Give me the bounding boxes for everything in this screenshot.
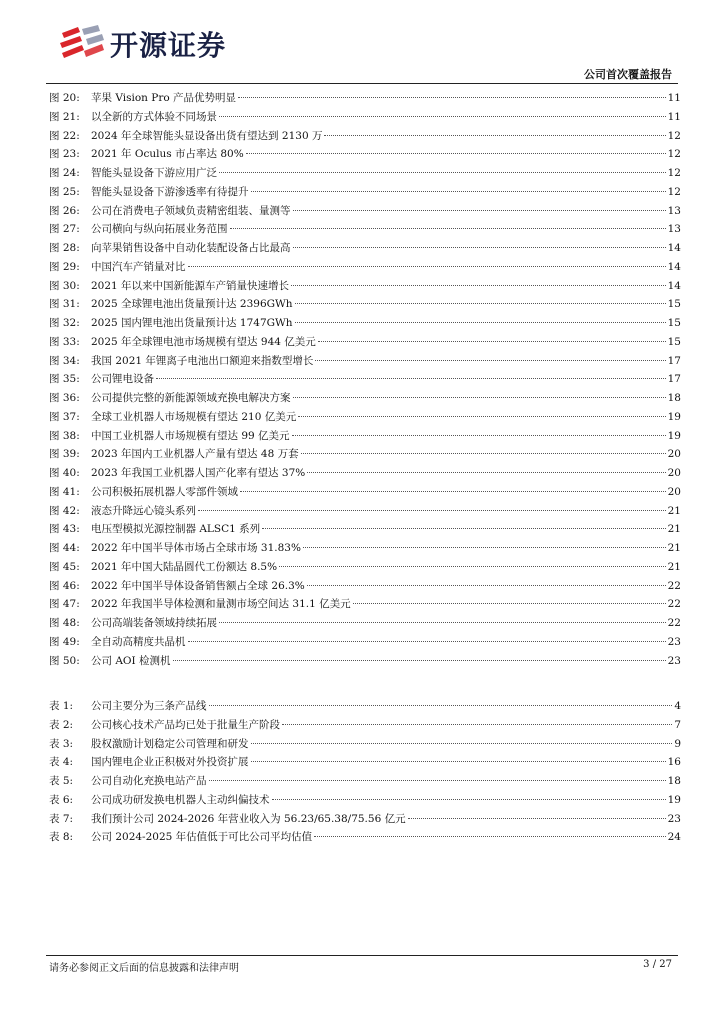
table-toc-entry[interactable] — [49, 753, 681, 772]
toc-entry-title: 苹果 Vision Pro 产品优势明显 — [91, 92, 237, 104]
toc-entry-title: 公司横向与纵向拓展业务范围 — [91, 223, 228, 236]
figure-toc-entry[interactable] — [49, 239, 681, 258]
toc-entry-title: 2025 国内锂电池出货量预计达 1747GWh — [91, 317, 293, 329]
toc-entry-page: 14 — [667, 242, 681, 254]
figure-toc-entry[interactable] — [49, 464, 681, 483]
figure-toc-entry[interactable] — [49, 370, 681, 389]
toc-entry-title: 2022 年中国半导体设备销售额占全球 26.3% — [91, 579, 305, 592]
toc-entry-page: 15 — [667, 317, 681, 329]
toc-leader-dots — [293, 247, 666, 248]
toc-entry-label: 表 3: — [49, 737, 74, 750]
toc-entry-page: 20 — [667, 485, 681, 498]
figure-list — [49, 89, 681, 670]
toc-entry-title: 中国工业机器人市场规模有望达 99 亿美元 — [91, 429, 290, 442]
toc-entry-title: 公司锂电设备 — [91, 373, 154, 386]
toc-entry-page: 22 — [667, 579, 681, 592]
toc-entry-title: 2023 年我国工业机器人国产化率有望达 37% — [91, 467, 306, 479]
toc-leader-dots — [293, 210, 666, 211]
figure-toc-entry[interactable] — [49, 614, 681, 633]
toc-entry-page: 19 — [667, 410, 681, 423]
toc-leader-dots — [262, 528, 665, 529]
toc-entry-title: 国内锂电企业正积极对外投资扩展 — [91, 756, 249, 769]
toc-entry-title: 智能头显设备下游应用广泛 — [91, 167, 217, 179]
figure-toc-entry[interactable] — [49, 220, 681, 239]
toc-leader-dots — [188, 641, 666, 642]
toc-entry-label: 图 32: — [49, 317, 80, 329]
toc-entry-label: 表 7: — [49, 812, 74, 825]
page-number: 3 / 27 — [643, 959, 672, 970]
toc-entry-page: 15 — [667, 298, 681, 311]
toc-entry-page: 11 — [667, 110, 681, 123]
footer-rule — [46, 955, 678, 956]
figure-toc-entry[interactable] — [49, 502, 681, 521]
brand-name: 开源证券 — [110, 29, 227, 62]
toc-entry-page: 21 — [667, 542, 681, 554]
toc-entry-page: 19 — [667, 793, 681, 806]
figure-toc-entry[interactable] — [49, 202, 681, 221]
toc-leader-dots — [209, 705, 673, 706]
toc-entry-label: 图 24: — [49, 167, 80, 179]
toc-leader-dots — [307, 472, 665, 473]
figure-toc-entry[interactable] — [49, 445, 681, 464]
toc-entry-title: 2023 年国内工业机器人产量有望达 48 万套 — [91, 448, 299, 461]
toc-entry-label: 表 8: — [49, 831, 74, 844]
figure-toc-entry[interactable] — [49, 389, 681, 408]
table-toc-entry[interactable] — [49, 697, 681, 716]
toc-leader-dots — [219, 622, 666, 623]
toc-entry-title: 全自动高精度共晶机 — [91, 635, 186, 648]
figure-toc-entry[interactable] — [49, 127, 681, 146]
toc-entry-page: 16 — [667, 756, 681, 769]
footer-disclaimer: 请务必参阅正文后面的信息披露和法律声明 — [49, 963, 239, 974]
toc-leader-dots — [246, 153, 666, 154]
toc-leader-dots — [198, 510, 666, 511]
toc-entry-label: 图 36: — [49, 392, 80, 404]
toc-leader-dots — [209, 780, 666, 781]
toc-entry-title: 2022 年我国半导体检测和量测市场空间达 31.1 亿美元 — [91, 598, 351, 611]
toc-entry-page: 11 — [667, 92, 681, 104]
toc-entry-label: 图 38: — [49, 429, 80, 442]
table-list — [49, 697, 681, 847]
toc-entry-title: 中国汽车产销量对比 — [91, 260, 186, 273]
toc-entry-label: 表 1: — [49, 700, 74, 712]
toc-entry-title: 2024 年全球智能头显设备出货有望达到 2130 万 — [91, 129, 323, 142]
figure-toc-entry[interactable] — [49, 145, 681, 164]
figure-toc-entry[interactable] — [49, 577, 681, 596]
toc-entry-label: 图 23: — [49, 148, 80, 161]
toc-entry-title: 公司主要分为三条产品线 — [91, 700, 207, 712]
toc-entry-page: 12 — [667, 148, 681, 161]
toc-leader-dots — [295, 303, 666, 304]
toc-entry-label: 图 37: — [49, 410, 80, 423]
toc-leader-dots — [353, 603, 666, 604]
toc-entry-title: 液态升降远心镜头系列 — [91, 504, 196, 517]
toc-entry-page: 17 — [667, 373, 681, 386]
toc-entry-title: 2021 年中国大陆晶圆代工份额达 8.5% — [91, 560, 278, 573]
toc-leader-dots — [298, 416, 665, 417]
figure-toc-entry[interactable] — [49, 427, 681, 446]
toc-entry-page: 15 — [667, 335, 681, 348]
toc-entry-title: 公司 AOI 检测机 — [91, 654, 171, 667]
toc-entry-title: 我国 2021 年锂离子电池出口额迎来指数型增长 — [91, 354, 314, 367]
toc-entry-label: 图 31: — [49, 298, 80, 311]
toc-entry-page: 18 — [667, 775, 681, 787]
toc-leader-dots — [291, 285, 666, 286]
table-toc-entry[interactable] — [49, 772, 681, 791]
toc-entry-page: 12 — [667, 167, 681, 179]
figure-toc-entry[interactable] — [49, 352, 681, 371]
toc-entry-title: 公司核心技术产品均已处于批量生产阶段 — [91, 718, 280, 731]
toc-entry-title: 我们预计公司 2024-2026 年营业收入为 56.23/65.38/75.56 亿元 — [91, 812, 406, 825]
figure-toc-entry[interactable] — [49, 333, 681, 352]
toc-entry-label: 表 2: — [49, 718, 74, 731]
toc-entry-label: 表 5: — [49, 775, 74, 787]
toc-leader-dots — [318, 341, 666, 342]
figure-toc-entry[interactable] — [49, 539, 681, 558]
figure-toc-entry[interactable] — [49, 183, 681, 202]
toc-entry-label: 图 25: — [49, 185, 80, 198]
toc-entry-title: 2021 年 Oculus 市占率达 80% — [91, 148, 244, 161]
toc-entry-page: 21 — [667, 560, 681, 573]
toc-leader-dots — [272, 799, 666, 800]
toc-entry-page: 13 — [667, 204, 681, 217]
table-toc-entry[interactable] — [49, 716, 681, 735]
toc-entry-page: 14 — [667, 260, 681, 273]
toc-entry-title: 电压型模拟光源控制器 ALSC1 系列 — [91, 523, 261, 536]
toc-leader-dots — [156, 378, 666, 379]
figure-toc-entry[interactable] — [49, 89, 681, 108]
toc-entry-label: 图 22: — [49, 129, 80, 142]
figure-toc-entry[interactable] — [49, 633, 681, 652]
toc-entry-title: 公司自动化充换电站产品 — [91, 775, 207, 787]
toc-entry-label: 图 48: — [49, 617, 80, 629]
toc-leader-dots — [292, 435, 666, 436]
figure-toc-entry[interactable] — [49, 295, 681, 314]
toc-entry-page: 24 — [667, 831, 681, 844]
toc-entry-page: 14 — [667, 279, 681, 292]
figure-toc-entry[interactable] — [49, 483, 681, 502]
toc-entry-label: 图 40: — [49, 467, 80, 479]
toc-entry-label: 图 50: — [49, 654, 80, 667]
toc-entry-page: 9 — [674, 737, 681, 750]
toc-leader-dots — [230, 228, 666, 229]
report-type: 公司首次覆盖报告 — [584, 68, 672, 81]
toc-entry-title: 全球工业机器人市场规模有望达 210 亿美元 — [91, 410, 297, 423]
toc-entry-label: 图 34: — [49, 354, 80, 367]
figure-toc-entry[interactable] — [49, 558, 681, 577]
toc-entry-label: 图 46: — [49, 579, 80, 592]
toc-leader-dots — [295, 322, 666, 323]
toc-entry-title: 2025 年全球锂电池市场规模有望达 944 亿美元 — [91, 335, 316, 348]
table-toc-entry[interactable] — [49, 791, 681, 810]
toc-leader-dots — [279, 566, 666, 567]
table-toc-entry[interactable] — [49, 735, 681, 754]
toc-entry-label: 图 43: — [49, 523, 80, 536]
toc-entry-title: 智能头显设备下游渗透率有待提升 — [91, 185, 249, 198]
toc-entry-title: 向苹果销售设备中自动化装配设备占比最高 — [91, 242, 291, 254]
figure-toc-entry[interactable] — [49, 408, 681, 427]
toc-leader-dots — [219, 116, 666, 117]
toc-entry-title: 2022 年中国半导体市场占全球市场 31.83% — [91, 542, 301, 554]
toc-entry-page: 22 — [667, 598, 681, 611]
toc-entry-label: 图 29: — [49, 260, 80, 273]
toc-entry-page: 23 — [667, 654, 681, 667]
toc-entry-label: 图 20: — [49, 92, 80, 104]
figure-toc-entry[interactable] — [49, 258, 681, 277]
brand-logo-icon — [58, 23, 106, 65]
toc-entry-page: 13 — [667, 223, 681, 236]
toc-entry-title: 2021 年以来中国新能源车产销量快速增长 — [91, 279, 290, 292]
toc-entry-page: 12 — [667, 185, 681, 198]
figure-toc-entry[interactable] — [49, 520, 681, 539]
toc-entry-page: 21 — [667, 523, 681, 536]
toc-entry-label: 表 4: — [49, 756, 74, 769]
toc-entry-title: 公司高端装备领域持续拓展 — [91, 617, 217, 629]
toc-entry-title: 以全新的方式体验不同场景 — [91, 110, 217, 123]
toc-leader-dots — [251, 761, 666, 762]
toc-leader-dots — [324, 135, 665, 136]
toc-entry-title: 公司提供完整的新能源领域充换电解决方案 — [91, 392, 291, 404]
toc-entry-label: 图 26: — [49, 204, 80, 217]
toc-entry-label: 图 41: — [49, 485, 80, 498]
toc-entry-page: 20 — [667, 448, 681, 461]
toc-entry-label: 图 35: — [49, 373, 80, 386]
toc-entry-label: 图 44: — [49, 542, 80, 554]
toc-entry-page: 19 — [667, 429, 681, 442]
toc-entry-label: 图 45: — [49, 560, 80, 573]
toc-leader-dots — [251, 191, 666, 192]
toc-leader-dots — [315, 360, 665, 361]
toc-leader-dots — [301, 453, 666, 454]
toc-entry-label: 图 21: — [49, 110, 80, 123]
toc-leader-dots — [307, 585, 666, 586]
figure-toc-entry[interactable] — [49, 108, 681, 127]
table-toc-entry[interactable] — [49, 810, 681, 829]
toc-leader-dots — [188, 266, 666, 267]
toc-entry-page: 23 — [667, 812, 681, 825]
toc-entry-title: 2025 全球锂电池出货量预计达 2396GWh — [91, 298, 293, 311]
toc-leader-dots — [408, 818, 666, 819]
toc-entry-label: 图 42: — [49, 504, 80, 517]
toc-leader-dots — [238, 97, 666, 98]
toc-leader-dots — [303, 547, 666, 548]
toc-entry-title: 公司 2024-2025 年估值低于可比公司平均估值 — [91, 831, 313, 844]
figure-toc-entry[interactable] — [49, 652, 681, 671]
figure-toc-entry[interactable] — [49, 277, 681, 296]
toc-leader-dots — [173, 660, 666, 661]
figure-toc-entry[interactable] — [49, 595, 681, 614]
toc-entry-label: 表 6: — [49, 793, 74, 806]
header-rule — [46, 83, 678, 84]
toc-entry-page: 18 — [667, 392, 681, 404]
toc-entry-title: 公司积极拓展机器人零部件领域 — [91, 485, 238, 498]
toc-entry-page: 12 — [667, 129, 681, 142]
table-toc-entry[interactable] — [49, 828, 681, 847]
toc-entry-title: 公司成功研发换电机器人主动纠偏技术 — [91, 793, 270, 806]
toc-entry-page: 7 — [674, 718, 681, 731]
toc-leader-dots — [314, 836, 665, 837]
toc-entry-label: 图 39: — [49, 448, 80, 461]
toc-leader-dots — [293, 397, 666, 398]
toc-entry-label: 图 27: — [49, 223, 80, 236]
toc-entry-page: 23 — [667, 635, 681, 648]
toc-entry-title: 股权激励计划稳定公司管理和研发 — [91, 737, 249, 750]
toc-entry-label: 图 28: — [49, 242, 80, 254]
toc-leader-dots — [282, 724, 672, 725]
toc-entry-label: 图 47: — [49, 598, 80, 611]
toc-entry-label: 图 30: — [49, 279, 80, 292]
figure-toc-entry[interactable] — [49, 314, 681, 333]
toc-leader-dots — [219, 172, 666, 173]
figure-toc-entry[interactable] — [49, 164, 681, 183]
toc-entry-title: 公司在消费电子领域负责精密组装、量测等 — [91, 204, 291, 217]
toc-leader-dots — [251, 743, 673, 744]
brand-logo — [58, 22, 226, 66]
toc-entry-page: 17 — [667, 354, 681, 367]
toc-entry-label: 图 49: — [49, 635, 80, 648]
toc-leader-dots — [240, 491, 666, 492]
toc-entry-page: 4 — [674, 700, 681, 712]
toc-entry-page: 21 — [667, 504, 681, 517]
toc-entry-page: 22 — [667, 617, 681, 629]
toc-entry-label: 图 33: — [49, 335, 80, 348]
toc-entry-page: 20 — [667, 467, 681, 479]
